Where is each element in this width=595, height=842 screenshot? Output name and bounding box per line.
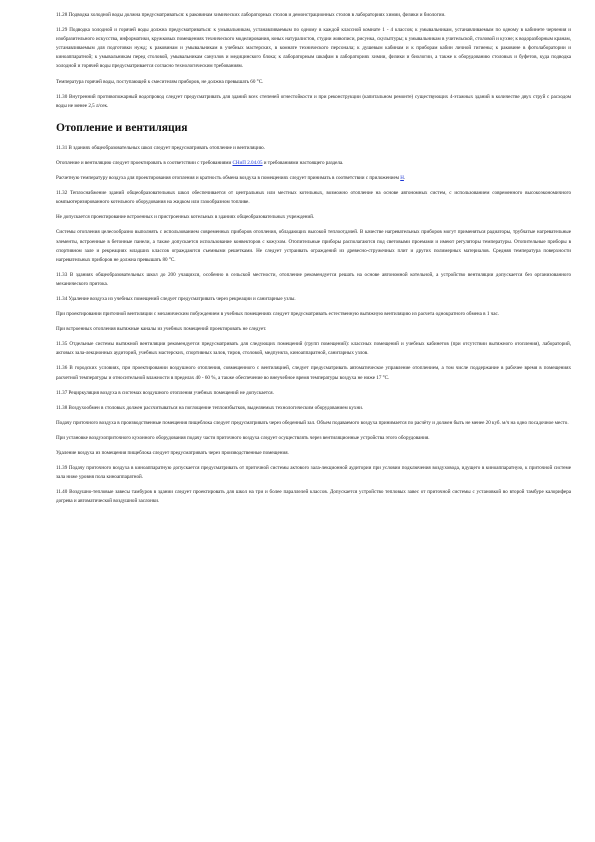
paragraph-kitchen-exhaust: Удаление воздуха из помещения пищеблока следует предусматривать через производственные помещения. [56, 450, 289, 456]
paragraph-11-35: 11.35 Отдельные системы вытяжной вентиляции рекомендуется предусматривать для следующих помещений (групп помещений): классных помещений и учебных кабинетов (при отсутствии вытяжного отопления), лабораторий, актовых зала-лекционных аудиторий, учебных мастерских, спортивных залов, тиров, столовой, медпункта, киноаппаратной, санитарных узлов. [56, 341, 571, 357]
paragraph-11-40: 11.40 Воздушно-тепловые завесы тамбуров в здании следует проектировать для школ на три и более параллелей классов. Допускается устройство тепловых завес от приточной системы с установкой во второй тамбуре калорифера догрева и автоматической воздушной заслонки. [56, 489, 571, 505]
paragraph-11-30: 11.30 Внутренний противопожарный водопровод следует предусматривать для зданий всех степеней огнестойкости и при реконструкции (капитальном ремонте) существующих 4-этажных зданий в количестве двух струй с расходом воды не менее 2,5 л/сек. [56, 93, 571, 109]
water-supply-section [56, 11, 571, 111]
paragraph-11-33: 11.33 В зданиях общеобразовательных школ до 200 учащихся, особенно в сельской местности, отопление рекомендуется решать на основе автономной котельной, а устройство вентиляции допускается без организованного механического притока. [56, 271, 571, 287]
paragraph-exhaust-channels: При встроенных отопления вытяжные каналы из учебных помещений проектировать не следует. [56, 326, 267, 333]
paragraph-11-36: 11.36 В городских условиях, при проектировании воздушного отопления, совмещенного с вентиляцией, следует предусматривать автоматическое управление отоплением, а том числе поддержание в рабочее время в помещениях расчетной температуры и относительной влажности в пределах 40 - 60 %, а также обеспечение во внеучебное время температуры воздуха не ниже 17 °С. [56, 365, 571, 381]
paragraph-heating-systems: Системы отопления целесообразно выполнять с использованием современных приборов отопления, обладающих высокой теплоотдачей. В качестве нагревательных приборов могут применяться радиаторы, трубчатые нагревательные элементы, встроенные в бетонные панели, а также допускается использование конвекторов с кожухом. Отопительные приборы располагаются под световыми проемами и имеют регуляторы температуры. Отопительные приборы в спортивном зале и рекреациях младших классов ограждаются съемными решетками. Не следует устраивать ограждений из древесно-стружечных плит и других полимерных материалов. Средняя температура поверхности нагревательных приборов не должна превышать 80 °С. [56, 229, 571, 263]
paragraph-supply-air-kitchen: Подачу приточного воздуха в производственные помещения пищеблока следует предусматривать через обеденный зал. Объем подаваемого воздуха принимается по расчёту и должен быть не менее 20 куб. м/ч на одно посадочное место. [56, 419, 569, 426]
snip-link[interactable]: СНиП 2.04.05 [232, 159, 263, 166]
paragraph-snip-reference [56, 159, 571, 168]
appendix-link[interactable]: Н [400, 175, 404, 182]
paragraph-11-31: 11.31 В зданиях общеобразовательных школ следует предусматривать отопление и вентиляцию. [56, 144, 265, 151]
paragraph-11-38: 11.38 Воздухообмен в столовых должен рассчитываться на поглощение теплоизбытков, выделяемых технологическим оборудованием кухни. [56, 404, 364, 411]
text-segment: и требованиями настоящего раздела. [262, 159, 344, 166]
paragraph-appendix-reference [56, 174, 571, 183]
paragraph-11-34: 11.34 Удаление воздуха из учебных помещений следует предусматривать через рекреации и санитарные узлы. [56, 295, 296, 302]
text-segment: Отопление и вентиляцию следует проектировать в соответствии с требованиями [56, 159, 233, 166]
paragraph-supply-ventilation: При проектировании приточной вентиляции с механическим побуждением в учебных помещениях следует предусматривать естественную вытяжную вентиляцию из расчета однократного обмена в 1 час. [56, 311, 500, 318]
paragraph-no-builtin-boilers: Не допускается проектирование встроенных и пристроенных котельных в зданиях общеобразовательных учреждений. [56, 214, 315, 221]
paragraph-hot-water-temp: Температура горячей воды, поступающей к смесителям приборов, не должна превышать 60 °С. [56, 78, 264, 85]
section-heading: Отопление и вентиляция [56, 121, 188, 134]
paragraph-11-39: 11.39 Подачу приточного воздуха в киноаппаратную допускается предусматривать от приточной системы актового зала-лекционной аудитории при условии подключения воздуховода, идущего в киноаппаратную, к приточной системе зала ниже уровня пола киноаппаратной. [56, 465, 571, 481]
paragraph-11-28: 11.28 Подводка холодной воды должна предусматриваться: к раковинам химических лабораторных столов и демонстрационных столов в лабораториях химии, физики и биологии. [56, 12, 446, 18]
paragraph-11-29: 11.29 Подводка холодной и горячей воды должна предусматриваться: к умывальникам, устанавливаемым по одному в каждой классной комнате 1 - 4 классов; к умывальникам, устанавливаемым по одному в кабинете черчения и изобразительного искусства, информатики, кружковых помещениях технического моделирования, юных натуралистов, студии живописи, рисунка, скульптуры; к умывальникам в учительской, столовой и кухне; к водоразборным кранам, устанавливаемым для подготовки нужд; к раковинам и умывальникам в учебных мастерских, в комнате технического персонала; к душевым кабинам и к приборам кабин личной гигиены; к раковине в фотолаборатории и киноаппаратной; к умывальникам перед столовой, умывальникам санузлов и медицинского блока; к лабораторным шкафам в лабораториях химии, физики и биологии, а также к оборудованию столовых и буфетов, куда подводка холодной и горячей воды предусматривается согласно технологическим требованиям. [56, 27, 571, 70]
paragraph-11-32: 11.32 Теплоснабжение зданий общеобразовательных школ обеспечивается от центральных или местных котельных, возможно отопление на основе автономных систем, с использованием современного высокоэкономичного компьютеризированного котельного оборудования на жидком или газообразном топливе. [56, 190, 571, 206]
paragraph-kitchen-equipment: При установке воздухоприточного кухонного оборудования подачу части приточного воздуха следует осуществлять через вентиляционные устройства этого оборудования. [56, 434, 430, 441]
text-segment: Расчетную температуру воздуха для проектирования отопления и кратность обмена воздуха в помещениях следует принимать в соответствии с приложением [56, 175, 401, 182]
heating-ventilation-section [56, 144, 571, 507]
paragraph-11-37: 11.37 Рециркуляция воздуха в системах воздушного отопления учебных помещений не допускается. [56, 389, 274, 396]
text-segment: . [403, 175, 406, 182]
